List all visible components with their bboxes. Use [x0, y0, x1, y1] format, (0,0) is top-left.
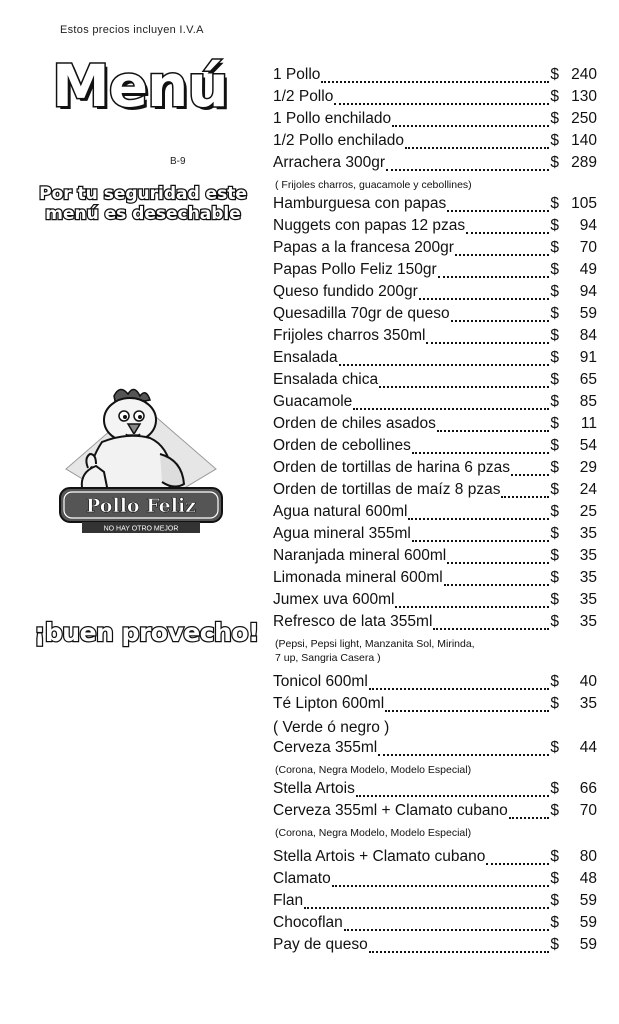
currency-sign: $	[550, 547, 559, 564]
leader-dots	[447, 210, 549, 212]
menu-item	[273, 393, 597, 415]
leader-dots	[511, 474, 549, 476]
leader-dots	[334, 103, 549, 105]
leader-dots	[444, 584, 550, 586]
menu-item	[273, 66, 597, 88]
item-name: Stella Artois + Clamato cubano	[273, 848, 486, 865]
leader-dots	[433, 628, 549, 630]
menu-item	[273, 305, 597, 327]
currency-sign: $	[550, 870, 559, 887]
item-name: Cerveza 355ml	[273, 739, 378, 756]
leader-dots	[438, 276, 550, 278]
safety-line-1: Por tu seguridad este	[39, 184, 247, 204]
currency-sign: $	[550, 848, 559, 865]
item-name: Hamburguesa con papas	[273, 195, 447, 212]
leader-dots	[353, 408, 549, 410]
currency-sign: $	[550, 195, 559, 212]
item-price: 70	[579, 239, 597, 256]
menu-item	[273, 437, 597, 459]
item-price: 44	[579, 739, 597, 756]
leader-dots	[321, 81, 549, 83]
item-name: Orden de cebollines	[273, 437, 411, 454]
menu-item	[273, 870, 597, 892]
item-note: ( Frijoles charros, guacamole y cebollines)	[275, 179, 472, 191]
item-name: Orden de chiles asados	[273, 415, 436, 432]
currency-sign: $	[550, 393, 559, 410]
item-price: 35	[579, 525, 597, 542]
item-price: 35	[579, 591, 597, 608]
leader-dots	[405, 147, 549, 149]
item-name: Ensalada chica	[273, 371, 379, 388]
leader-dots	[509, 817, 550, 819]
leader-dots	[412, 452, 550, 454]
currency-sign: $	[550, 591, 559, 608]
menu-item	[273, 936, 597, 958]
menu-item	[273, 239, 597, 261]
item-price: 25	[579, 503, 597, 520]
menu-item	[273, 459, 597, 481]
item-price: 70	[579, 802, 597, 819]
menu-item	[273, 195, 597, 217]
item-price: 35	[579, 613, 597, 630]
currency-sign: $	[550, 66, 559, 83]
item-note: (Corona, Negra Modelo, Modelo Especial)	[275, 827, 472, 839]
menu-item	[273, 283, 597, 305]
menu-item	[273, 613, 597, 635]
leader-dots	[419, 298, 550, 300]
menu-item	[273, 132, 597, 154]
currency-sign: $	[550, 437, 559, 454]
leader-dots	[437, 430, 550, 432]
currency-sign: $	[550, 613, 559, 630]
currency-sign: $	[550, 110, 559, 127]
item-name: 1/2 Pollo enchilado	[273, 132, 404, 149]
safety-line-2: menú es desechable	[45, 204, 241, 224]
currency-sign: $	[550, 154, 559, 171]
currency-sign: $	[550, 327, 559, 344]
menu-item	[273, 327, 597, 349]
leader-dots	[501, 496, 549, 498]
item-note: ( Verde ó negro )	[273, 719, 390, 736]
item-price: 29	[579, 459, 597, 476]
currency-sign: $	[550, 415, 559, 432]
leader-dots	[378, 754, 549, 756]
menu-item	[273, 525, 597, 547]
item-name: Cerveza 355ml + Clamato cubano	[273, 802, 508, 819]
item-price: 84	[579, 327, 597, 344]
currency-sign: $	[550, 503, 559, 520]
item-name: Limonada mineral 600ml	[273, 569, 443, 586]
menu-item	[273, 88, 597, 110]
item-name: Nuggets con papas 12 pzas	[273, 217, 466, 234]
menu-item	[273, 261, 597, 283]
item-name: Stella Artois	[273, 780, 355, 797]
item-name: Papas a la francesa 200gr	[273, 239, 454, 256]
leader-dots	[369, 951, 550, 953]
item-price: 40	[579, 673, 597, 690]
currency-sign: $	[550, 695, 559, 712]
menu-item	[273, 217, 597, 239]
item-price: 48	[579, 870, 597, 887]
leader-dots	[304, 907, 549, 909]
item-name: Chocoflan	[273, 914, 343, 931]
currency-sign: $	[550, 739, 559, 756]
menu-item	[273, 503, 597, 525]
currency-sign: $	[550, 673, 559, 690]
currency-sign: $	[550, 88, 559, 105]
item-name: Quesadilla 70gr de queso	[273, 305, 450, 322]
menu-item	[273, 371, 597, 393]
currency-sign: $	[550, 305, 559, 322]
item-name: Agua natural 600ml	[273, 503, 408, 520]
menu-item	[273, 673, 597, 695]
item-price: 66	[579, 780, 597, 797]
item-price: 94	[579, 217, 597, 234]
menu-item	[273, 780, 597, 802]
item-price: 59	[579, 892, 597, 909]
item-price: 54	[579, 437, 597, 454]
item-price: 94	[579, 283, 597, 300]
menu-item	[273, 154, 597, 176]
item-name: Arrachera 300gr	[273, 154, 386, 171]
currency-sign: $	[550, 283, 559, 300]
item-price: 11	[580, 415, 597, 432]
item-price: 140	[571, 132, 597, 149]
currency-sign: $	[550, 802, 559, 819]
menu-item	[273, 695, 597, 717]
item-price: 91	[579, 349, 597, 366]
leader-dots	[408, 518, 549, 520]
item-price: 49	[579, 261, 597, 278]
leader-dots	[392, 125, 549, 127]
item-name: Papas Pollo Feliz 150gr	[273, 261, 437, 278]
item-name: Agua mineral 355ml	[273, 525, 411, 542]
menu-item	[273, 569, 597, 591]
item-price: 35	[579, 695, 597, 712]
currency-sign: $	[550, 525, 559, 542]
leader-dots	[395, 606, 549, 608]
item-price: 80	[579, 848, 597, 865]
menu-item	[273, 892, 597, 914]
menu-item	[273, 110, 597, 132]
item-name: Queso fundido 200gr	[273, 283, 418, 300]
currency-sign: $	[550, 914, 559, 931]
item-name: Ensalada	[273, 349, 338, 366]
leader-dots	[386, 169, 549, 171]
leader-dots	[356, 795, 550, 797]
item-name: 1 Pollo	[273, 66, 321, 83]
menu-item	[273, 415, 597, 437]
leader-dots	[447, 562, 549, 564]
leader-dots	[466, 232, 549, 234]
page-title: Menú	[52, 52, 228, 120]
menu-item	[273, 349, 597, 371]
menu-item	[273, 848, 597, 870]
leader-dots	[332, 885, 550, 887]
leader-dots	[451, 320, 550, 322]
item-name: Jumex uva 600ml	[273, 591, 395, 608]
item-price: 105	[571, 195, 597, 212]
currency-sign: $	[550, 936, 559, 953]
leader-dots	[339, 364, 550, 366]
item-price: 240	[571, 66, 597, 83]
item-price: 35	[579, 569, 597, 586]
item-name: Orden de tortillas de harina 6 pzas	[273, 459, 510, 476]
item-name: Tonicol 600ml	[273, 673, 368, 690]
item-price: 130	[571, 88, 597, 105]
brand-logo	[56, 384, 226, 544]
item-price: 250	[571, 110, 597, 127]
leader-dots	[426, 342, 549, 344]
currency-sign: $	[550, 239, 559, 256]
item-price: 65	[579, 371, 597, 388]
item-name: Clamato	[273, 870, 331, 887]
menu-item	[273, 739, 597, 761]
item-price: 24	[579, 481, 597, 498]
item-name: 1 Pollo enchilado	[273, 110, 392, 127]
item-note-line: (Pepsi, Pepsi light, Manzanita Sol, Mirinda,	[275, 638, 475, 650]
leader-dots	[344, 929, 550, 931]
currency-sign: $	[550, 569, 559, 586]
brand-banner	[60, 488, 222, 533]
item-price: 35	[579, 547, 597, 564]
leader-dots	[412, 540, 550, 542]
item-price: 59	[579, 305, 597, 322]
closing-text: ¡buen provecho!	[34, 618, 259, 647]
item-price: 289	[571, 154, 597, 171]
leader-dots	[486, 863, 549, 865]
menu-item	[273, 481, 597, 503]
item-price: 59	[579, 914, 597, 931]
item-note: (Corona, Negra Modelo, Modelo Especial)	[275, 764, 472, 776]
item-name: Orden de tortillas de maíz 8 pzas	[273, 481, 501, 498]
menu-item	[273, 591, 597, 613]
item-name: 1/2 Pollo	[273, 88, 334, 105]
tax-note: Estos precios incluyen I.V.A	[60, 24, 204, 36]
item-note-line: 7 up, Sangria Casera )	[275, 652, 381, 664]
currency-sign: $	[550, 349, 559, 366]
menu-item	[273, 547, 597, 569]
currency-sign: $	[550, 481, 559, 498]
currency-sign: $	[550, 892, 559, 909]
item-name: Naranjada mineral 600ml	[273, 547, 447, 564]
item-name: Pay de queso	[273, 936, 368, 953]
brand-name: Pollo Feliz	[86, 495, 196, 517]
currency-sign: $	[550, 780, 559, 797]
menu-code: B-9	[170, 156, 186, 167]
brand-tagline: NO HAY OTRO MEJOR	[103, 525, 179, 533]
item-name: Refresco de lata 355ml	[273, 613, 433, 630]
leader-dots	[369, 688, 550, 690]
currency-sign: $	[550, 132, 559, 149]
item-name: Frijoles charros 350ml	[273, 327, 426, 344]
currency-sign: $	[550, 261, 559, 278]
leader-dots	[455, 254, 549, 256]
item-price: 59	[579, 936, 597, 953]
currency-sign: $	[550, 371, 559, 388]
item-note	[273, 635, 597, 673]
safety-notice	[28, 184, 258, 224]
item-name: Flan	[273, 892, 304, 909]
currency-sign: $	[550, 217, 559, 234]
currency-sign: $	[550, 459, 559, 476]
leader-dots	[385, 710, 549, 712]
menu-item	[273, 914, 597, 936]
menu-list	[273, 66, 597, 958]
leader-dots	[379, 386, 549, 388]
item-price: 85	[579, 393, 597, 410]
menu-item	[273, 802, 597, 824]
item-name: Guacamole	[273, 393, 353, 410]
item-name: Té Lipton 600ml	[273, 695, 385, 712]
